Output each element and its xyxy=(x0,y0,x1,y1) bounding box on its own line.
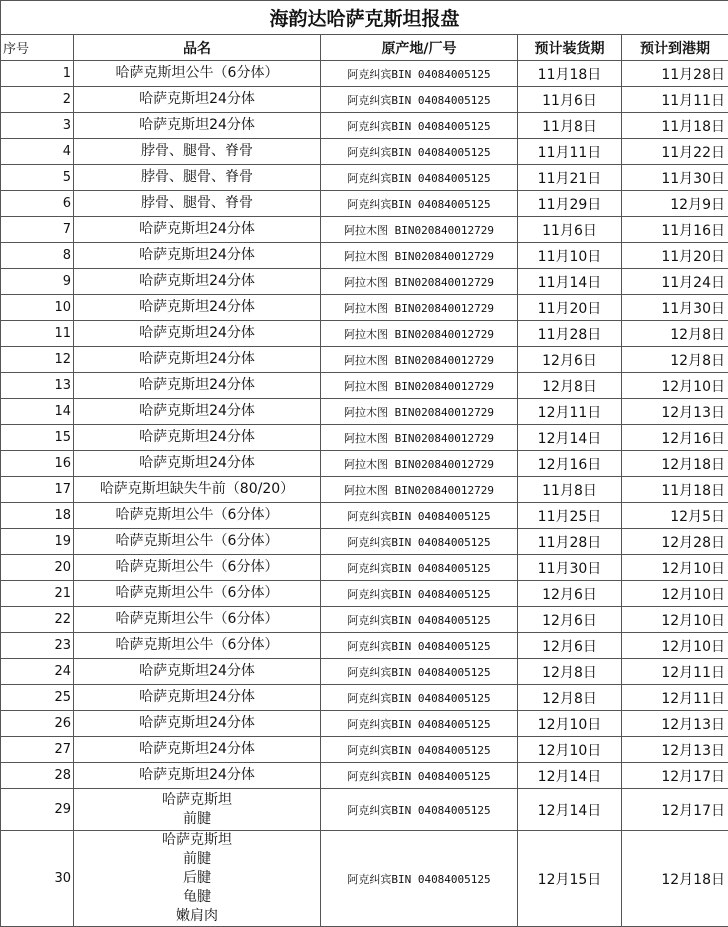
product-name xyxy=(74,633,321,659)
table-row xyxy=(1,347,728,373)
product-name-line: 哈萨克斯坦公牛（6分体） xyxy=(74,610,320,629)
table-row xyxy=(1,217,728,243)
row-index: 21 xyxy=(1,581,74,607)
row-index: 8 xyxy=(1,243,74,269)
table-body xyxy=(1,61,728,927)
origin-plant: 阿克纠宾BIN 04084005125 xyxy=(321,191,518,217)
load-date: 11月11日 xyxy=(518,139,622,165)
load-date: 12月14日 xyxy=(518,763,622,789)
arrival-date: 12月10日 xyxy=(622,555,728,581)
load-date: 12月15日 xyxy=(518,831,622,927)
title-row xyxy=(1,1,728,35)
product-name xyxy=(74,269,321,295)
table-row xyxy=(1,763,728,789)
table-row xyxy=(1,789,728,831)
product-name-line: 哈萨克斯坦24分体 xyxy=(74,714,320,733)
arrival-date: 12月10日 xyxy=(622,581,728,607)
table-row xyxy=(1,191,728,217)
origin-plant: 阿拉木图 BIN020840012729 xyxy=(321,295,518,321)
product-name-line: 前腱 xyxy=(74,810,320,829)
load-date: 12月10日 xyxy=(518,711,622,737)
arrival-date: 12月16日 xyxy=(622,425,728,451)
arrival-date: 12月13日 xyxy=(622,711,728,737)
load-date: 12月14日 xyxy=(518,789,622,831)
header-index: 序号 xyxy=(1,35,74,61)
arrival-date: 11月18日 xyxy=(622,477,728,503)
origin-plant: 阿克纠宾BIN 04084005125 xyxy=(321,529,518,555)
arrival-date: 12月28日 xyxy=(622,529,728,555)
origin-plant: 阿拉木图 BIN020840012729 xyxy=(321,321,518,347)
arrival-date: 12月10日 xyxy=(622,373,728,399)
product-name-line: 后腱 xyxy=(74,869,320,888)
table-row xyxy=(1,399,728,425)
load-date: 12月6日 xyxy=(518,347,622,373)
row-index: 16 xyxy=(1,451,74,477)
load-date: 11月18日 xyxy=(518,61,622,87)
row-index: 22 xyxy=(1,607,74,633)
origin-plant: 阿拉木图 BIN020840012729 xyxy=(321,347,518,373)
product-name xyxy=(74,503,321,529)
arrival-date: 12月8日 xyxy=(622,347,728,373)
product-name-line: 哈萨克斯坦24分体 xyxy=(74,454,320,473)
product-name-line: 脖骨、腿骨、脊骨 xyxy=(74,168,320,187)
origin-plant: 阿拉木图 BIN020840012729 xyxy=(321,217,518,243)
row-index: 30 xyxy=(1,831,74,927)
product-name-line: 哈萨克斯坦24分体 xyxy=(74,688,320,707)
product-name xyxy=(74,87,321,113)
table-row xyxy=(1,607,728,633)
table-row xyxy=(1,139,728,165)
product-name xyxy=(74,789,321,831)
arrival-date: 11月30日 xyxy=(622,165,728,191)
arrival-date: 12月17日 xyxy=(622,763,728,789)
table-row xyxy=(1,581,728,607)
row-index: 28 xyxy=(1,763,74,789)
row-index: 26 xyxy=(1,711,74,737)
product-name-line: 前腱 xyxy=(74,850,320,869)
origin-plant: 阿克纠宾BIN 04084005125 xyxy=(321,711,518,737)
table-row xyxy=(1,529,728,555)
arrival-date: 11月24日 xyxy=(622,269,728,295)
row-index: 20 xyxy=(1,555,74,581)
arrival-date: 12月11日 xyxy=(622,685,728,711)
table-row xyxy=(1,831,728,927)
table-row xyxy=(1,425,728,451)
table-row xyxy=(1,243,728,269)
load-date: 11月8日 xyxy=(518,477,622,503)
arrival-date: 11月18日 xyxy=(622,113,728,139)
table-row xyxy=(1,451,728,477)
arrival-date: 12月10日 xyxy=(622,607,728,633)
table-row xyxy=(1,711,728,737)
origin-plant: 阿克纠宾BIN 04084005125 xyxy=(321,503,518,529)
row-index: 12 xyxy=(1,347,74,373)
product-name xyxy=(74,659,321,685)
row-index: 10 xyxy=(1,295,74,321)
product-name-line: 哈萨克斯坦公牛（6分体） xyxy=(74,506,320,525)
product-name xyxy=(74,451,321,477)
row-index: 14 xyxy=(1,399,74,425)
row-index: 23 xyxy=(1,633,74,659)
load-date: 12月14日 xyxy=(518,425,622,451)
row-index: 2 xyxy=(1,87,74,113)
origin-plant: 阿拉木图 BIN020840012729 xyxy=(321,373,518,399)
row-index: 18 xyxy=(1,503,74,529)
product-name xyxy=(74,711,321,737)
table-row xyxy=(1,269,728,295)
arrival-date: 12月18日 xyxy=(622,831,728,927)
origin-plant: 阿克纠宾BIN 04084005125 xyxy=(321,61,518,87)
product-name-line: 哈萨克斯坦24分体 xyxy=(74,272,320,291)
origin-plant: 阿克纠宾BIN 04084005125 xyxy=(321,659,518,685)
load-date: 11月6日 xyxy=(518,217,622,243)
table-title: 海韵达哈萨克斯坦报盘 xyxy=(1,1,728,35)
product-name-line: 哈萨克斯坦24分体 xyxy=(74,376,320,395)
load-date: 12月6日 xyxy=(518,607,622,633)
origin-plant: 阿克纠宾BIN 04084005125 xyxy=(321,831,518,927)
load-date: 11月28日 xyxy=(518,321,622,347)
row-index: 27 xyxy=(1,737,74,763)
origin-plant: 阿克纠宾BIN 04084005125 xyxy=(321,555,518,581)
product-name-line: 哈萨克斯坦公牛（6分体） xyxy=(74,558,320,577)
table-row xyxy=(1,321,728,347)
arrival-date: 11月16日 xyxy=(622,217,728,243)
load-date: 11月20日 xyxy=(518,295,622,321)
arrival-date: 12月5日 xyxy=(622,503,728,529)
header-row xyxy=(1,35,728,61)
table-row xyxy=(1,659,728,685)
arrival-date: 11月11日 xyxy=(622,87,728,113)
table-row xyxy=(1,737,728,763)
product-name xyxy=(74,425,321,451)
origin-plant: 阿拉木图 BIN020840012729 xyxy=(321,243,518,269)
row-index: 25 xyxy=(1,685,74,711)
row-index: 4 xyxy=(1,139,74,165)
table-row xyxy=(1,87,728,113)
product-name-line: 哈萨克斯坦24分体 xyxy=(74,766,320,785)
product-name-line: 哈萨克斯坦公牛（6分体） xyxy=(74,636,320,655)
table-row xyxy=(1,373,728,399)
arrival-date: 12月18日 xyxy=(622,451,728,477)
product-name-line: 哈萨克斯坦24分体 xyxy=(74,246,320,265)
product-name-line: 哈萨克斯坦24分体 xyxy=(74,116,320,135)
product-name-line: 哈萨克斯坦公牛（6分体） xyxy=(74,584,320,603)
arrival-date: 12月13日 xyxy=(622,737,728,763)
product-name-line: 哈萨克斯坦 xyxy=(74,791,320,810)
header-arrival-date: 预计到港期 xyxy=(622,35,728,61)
origin-plant: 阿克纠宾BIN 04084005125 xyxy=(321,87,518,113)
origin-plant: 阿拉木图 BIN020840012729 xyxy=(321,477,518,503)
load-date: 12月8日 xyxy=(518,659,622,685)
product-name-line: 哈萨克斯坦24分体 xyxy=(74,298,320,317)
arrival-date: 12月10日 xyxy=(622,633,728,659)
table-row xyxy=(1,61,728,87)
load-date: 11月8日 xyxy=(518,113,622,139)
row-index: 9 xyxy=(1,269,74,295)
product-name xyxy=(74,113,321,139)
load-date: 12月16日 xyxy=(518,451,622,477)
origin-plant: 阿克纠宾BIN 04084005125 xyxy=(321,789,518,831)
row-index: 24 xyxy=(1,659,74,685)
product-name xyxy=(74,831,321,927)
row-index: 7 xyxy=(1,217,74,243)
origin-plant: 阿克纠宾BIN 04084005125 xyxy=(321,685,518,711)
load-date: 12月8日 xyxy=(518,685,622,711)
load-date: 11月28日 xyxy=(518,529,622,555)
row-index: 1 xyxy=(1,61,74,87)
product-name xyxy=(74,165,321,191)
product-name-line: 脖骨、腿骨、脊骨 xyxy=(74,142,320,161)
product-name-line: 哈萨克斯坦公牛（6分体） xyxy=(74,64,320,83)
product-name-line: 哈萨克斯坦24分体 xyxy=(74,740,320,759)
table-row xyxy=(1,685,728,711)
product-name xyxy=(74,581,321,607)
arrival-date: 11月28日 xyxy=(622,61,728,87)
arrival-date: 11月20日 xyxy=(622,243,728,269)
product-name xyxy=(74,399,321,425)
product-name-line: 哈萨克斯坦24分体 xyxy=(74,350,320,369)
origin-plant: 阿拉木图 BIN020840012729 xyxy=(321,451,518,477)
arrival-date: 12月9日 xyxy=(622,191,728,217)
arrival-date: 11月30日 xyxy=(622,295,728,321)
load-date: 12月8日 xyxy=(518,373,622,399)
product-name-line: 脖骨、腿骨、脊骨 xyxy=(74,194,320,213)
arrival-date: 12月13日 xyxy=(622,399,728,425)
row-index: 15 xyxy=(1,425,74,451)
load-date: 12月6日 xyxy=(518,633,622,659)
product-name xyxy=(74,191,321,217)
product-name xyxy=(74,685,321,711)
table-row xyxy=(1,477,728,503)
table-row xyxy=(1,295,728,321)
product-name-line: 哈萨克斯坦 xyxy=(74,831,320,850)
product-name xyxy=(74,763,321,789)
origin-plant: 阿克纠宾BIN 04084005125 xyxy=(321,581,518,607)
row-index: 19 xyxy=(1,529,74,555)
product-name-line: 哈萨克斯坦24分体 xyxy=(74,662,320,681)
table-row xyxy=(1,555,728,581)
header-name: 品名 xyxy=(74,35,321,61)
product-name-line: 龟腱 xyxy=(74,888,320,907)
origin-plant: 阿克纠宾BIN 04084005125 xyxy=(321,633,518,659)
row-index: 29 xyxy=(1,789,74,831)
load-date: 11月25日 xyxy=(518,503,622,529)
arrival-date: 12月11日 xyxy=(622,659,728,685)
product-name xyxy=(74,737,321,763)
load-date: 11月14日 xyxy=(518,269,622,295)
load-date: 11月6日 xyxy=(518,87,622,113)
header-origin: 原产地/厂号 xyxy=(321,35,518,61)
table-row xyxy=(1,503,728,529)
product-name-line: 嫩肩肉 xyxy=(74,907,320,926)
row-index: 17 xyxy=(1,477,74,503)
origin-plant: 阿克纠宾BIN 04084005125 xyxy=(321,737,518,763)
origin-plant: 阿拉木图 BIN020840012729 xyxy=(321,425,518,451)
row-index: 3 xyxy=(1,113,74,139)
load-date: 12月11日 xyxy=(518,399,622,425)
product-name-line: 哈萨克斯坦缺失牛前（80/20） xyxy=(74,480,320,499)
origin-plant: 阿克纠宾BIN 04084005125 xyxy=(321,139,518,165)
product-name xyxy=(74,477,321,503)
table-row xyxy=(1,165,728,191)
table-row xyxy=(1,633,728,659)
load-date: 12月10日 xyxy=(518,737,622,763)
product-name xyxy=(74,347,321,373)
origin-plant: 阿克纠宾BIN 04084005125 xyxy=(321,165,518,191)
arrival-date: 11月22日 xyxy=(622,139,728,165)
product-name-line: 哈萨克斯坦24分体 xyxy=(74,90,320,109)
product-name xyxy=(74,295,321,321)
origin-plant: 阿克纠宾BIN 04084005125 xyxy=(321,763,518,789)
header-load-date: 预计装货期 xyxy=(518,35,622,61)
arrival-date: 12月17日 xyxy=(622,789,728,831)
origin-plant: 阿拉木图 BIN020840012729 xyxy=(321,269,518,295)
product-name-line: 哈萨克斯坦24分体 xyxy=(74,402,320,421)
load-date: 11月21日 xyxy=(518,165,622,191)
product-name-line: 哈萨克斯坦24分体 xyxy=(74,220,320,239)
product-name xyxy=(74,321,321,347)
origin-plant: 阿拉木图 BIN020840012729 xyxy=(321,399,518,425)
origin-plant: 阿克纠宾BIN 04084005125 xyxy=(321,607,518,633)
product-name xyxy=(74,243,321,269)
product-name xyxy=(74,373,321,399)
load-date: 11月30日 xyxy=(518,555,622,581)
arrival-date: 12月8日 xyxy=(622,321,728,347)
product-name xyxy=(74,61,321,87)
row-index: 5 xyxy=(1,165,74,191)
row-index: 11 xyxy=(1,321,74,347)
product-name-line: 哈萨克斯坦24分体 xyxy=(74,324,320,343)
product-name xyxy=(74,607,321,633)
product-name-line: 哈萨克斯坦24分体 xyxy=(74,428,320,447)
table-row xyxy=(1,113,728,139)
load-date: 12月6日 xyxy=(518,581,622,607)
row-index: 13 xyxy=(1,373,74,399)
origin-plant: 阿克纠宾BIN 04084005125 xyxy=(321,113,518,139)
product-name-line: 哈萨克斯坦公牛（6分体） xyxy=(74,532,320,551)
load-date: 11月10日 xyxy=(518,243,622,269)
product-name xyxy=(74,555,321,581)
load-date: 11月29日 xyxy=(518,191,622,217)
product-name xyxy=(74,217,321,243)
product-name xyxy=(74,139,321,165)
product-name xyxy=(74,529,321,555)
row-index: 6 xyxy=(1,191,74,217)
